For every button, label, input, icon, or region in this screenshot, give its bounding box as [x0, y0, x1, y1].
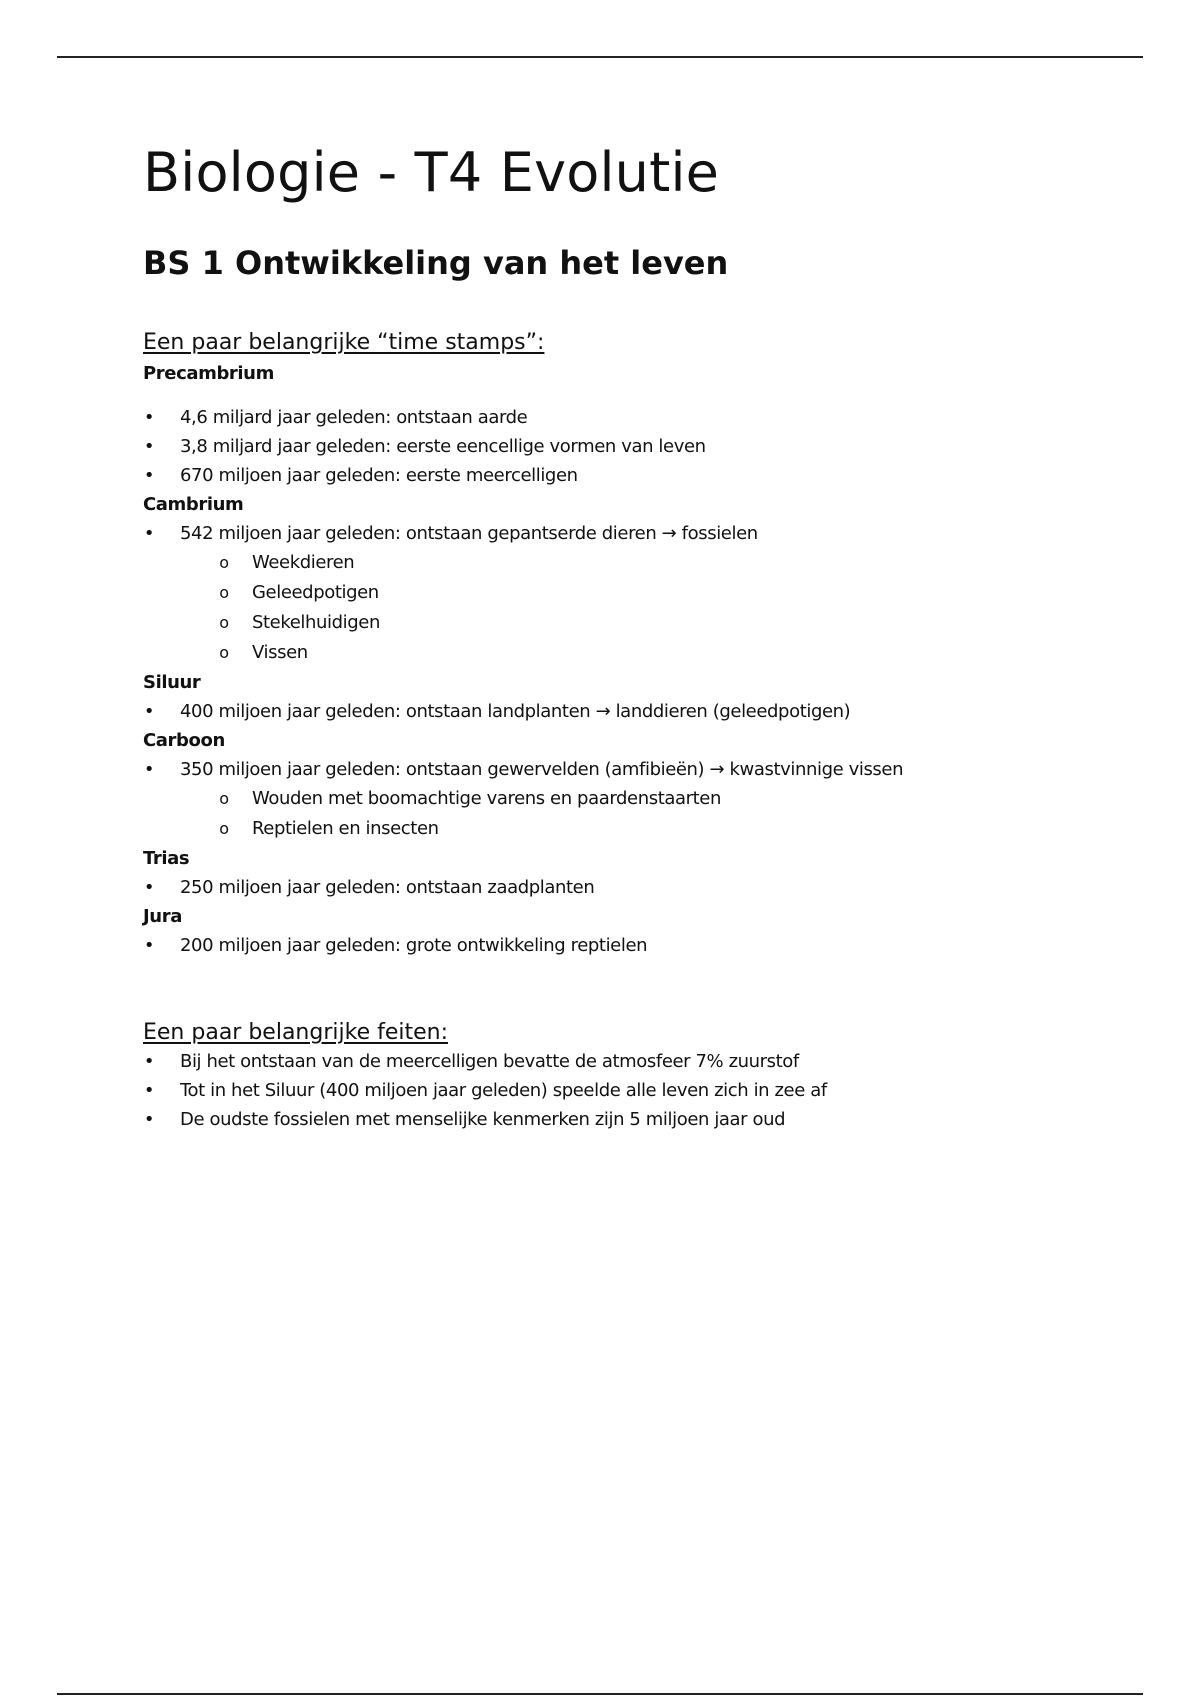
timestamps-heading: Een paar belangrijke “time stamps”: — [143, 330, 545, 355]
bullet-icon: • — [143, 1051, 155, 1072]
list-item-text: 3,8 miljard jaar geleden: eerste eencellige vormen van leven — [180, 436, 706, 457]
era-heading: Carboon — [143, 730, 225, 751]
era-bullet-list — [143, 755, 1093, 844]
page-title: Biologie - T4 Evolutie — [143, 141, 720, 204]
sub-list-item — [143, 638, 1093, 668]
list-item-text: De oudste fossielen met menselijke kenmerken zijn 5 miljoen jaar oud — [180, 1109, 786, 1130]
sub-list-item-text: Geleedpotigen — [252, 582, 379, 603]
list-item-text: 4,6 miljard jaar geleden: ontstaan aarde — [180, 407, 528, 428]
sub-list-item — [143, 548, 1093, 578]
bullet-icon: • — [143, 1109, 155, 1130]
bullet-icon: • — [143, 935, 155, 956]
list-item-text: 350 miljoen jaar geleden: ontstaan gewervelden (amfibieën) → kwastvinnige vissen — [180, 759, 904, 780]
circle-bullet-icon: o — [219, 643, 229, 662]
list-item — [143, 461, 1093, 490]
sub-list-item — [143, 578, 1093, 608]
list-item — [143, 1076, 1093, 1105]
sub-list-item — [143, 608, 1093, 638]
list-item — [143, 873, 1093, 902]
list-item — [143, 403, 1093, 432]
circle-bullet-icon: o — [219, 819, 229, 838]
circle-bullet-icon: o — [219, 789, 229, 808]
era-bullet-list — [143, 519, 1093, 668]
circle-bullet-icon: o — [219, 613, 229, 632]
era-heading: Siluur — [143, 672, 201, 693]
bullet-icon: • — [143, 523, 155, 544]
bullet-icon: • — [143, 436, 155, 457]
list-item-text: 250 miljoen jaar geleden: ontstaan zaadplanten — [180, 877, 595, 898]
bullet-icon: • — [143, 1080, 155, 1101]
list-item-text: Tot in het Siluur (400 miljoen jaar geleden) speelde alle leven zich in zee af — [180, 1080, 827, 1101]
list-item-text: 670 miljoen jaar geleden: eerste meercelligen — [180, 465, 578, 486]
bullet-icon: • — [143, 877, 155, 898]
sub-list-item-text: Reptielen en insecten — [252, 818, 439, 839]
era-heading: Jura — [143, 906, 182, 927]
list-item — [143, 432, 1093, 461]
list-item — [143, 931, 1093, 960]
sub-list-item — [143, 814, 1093, 844]
bullet-icon: • — [143, 759, 155, 780]
bullet-icon: • — [143, 465, 155, 486]
era-heading: Trias — [143, 848, 190, 869]
list-item — [143, 697, 1093, 726]
facts-list — [143, 1047, 1093, 1134]
list-item-text: 542 miljoen jaar geleden: ontstaan gepantserde dieren → fossielen — [180, 523, 758, 544]
list-item — [143, 1047, 1093, 1076]
era-list — [143, 359, 1093, 960]
era-heading: Precambrium — [143, 363, 274, 384]
sub-list-item-text: Wouden met boomachtige varens en paardenstaarten — [252, 788, 721, 809]
era-bullet-list — [143, 931, 1093, 960]
sub-list — [143, 548, 1093, 668]
top-rule — [57, 56, 1143, 58]
list-item — [143, 1105, 1093, 1134]
circle-bullet-icon: o — [219, 583, 229, 602]
section-title: BS 1 Ontwikkeling van het leven — [143, 244, 729, 282]
list-item-text: 400 miljoen jaar geleden: ontstaan landplanten → landdieren (geleedpotigen) — [180, 701, 851, 722]
sub-list-item-text: Weekdieren — [252, 552, 355, 573]
bullet-icon: • — [143, 407, 155, 428]
list-item — [143, 755, 1093, 784]
facts-heading: Een paar belangrijke feiten: — [143, 1020, 449, 1045]
document-body — [143, 140, 1093, 1134]
list-item — [143, 519, 1093, 548]
circle-bullet-icon: o — [219, 553, 229, 572]
era-bullet-list — [143, 697, 1093, 726]
sub-list-item-text: Vissen — [252, 642, 308, 663]
bottom-rule — [57, 1693, 1143, 1695]
list-item-text: Bij het ontstaan van de meercelligen bevatte de atmosfeer 7% zuurstof — [180, 1051, 799, 1072]
bullet-icon: • — [143, 701, 155, 722]
era-bullet-list — [143, 403, 1093, 490]
sub-list-item-text: Stekelhuidigen — [252, 612, 380, 633]
list-item-text: 200 miljoen jaar geleden: grote ontwikkeling reptielen — [180, 935, 648, 956]
era-bullet-list — [143, 873, 1093, 902]
era-heading: Cambrium — [143, 494, 244, 515]
sub-list-item — [143, 784, 1093, 814]
sub-list — [143, 784, 1093, 844]
